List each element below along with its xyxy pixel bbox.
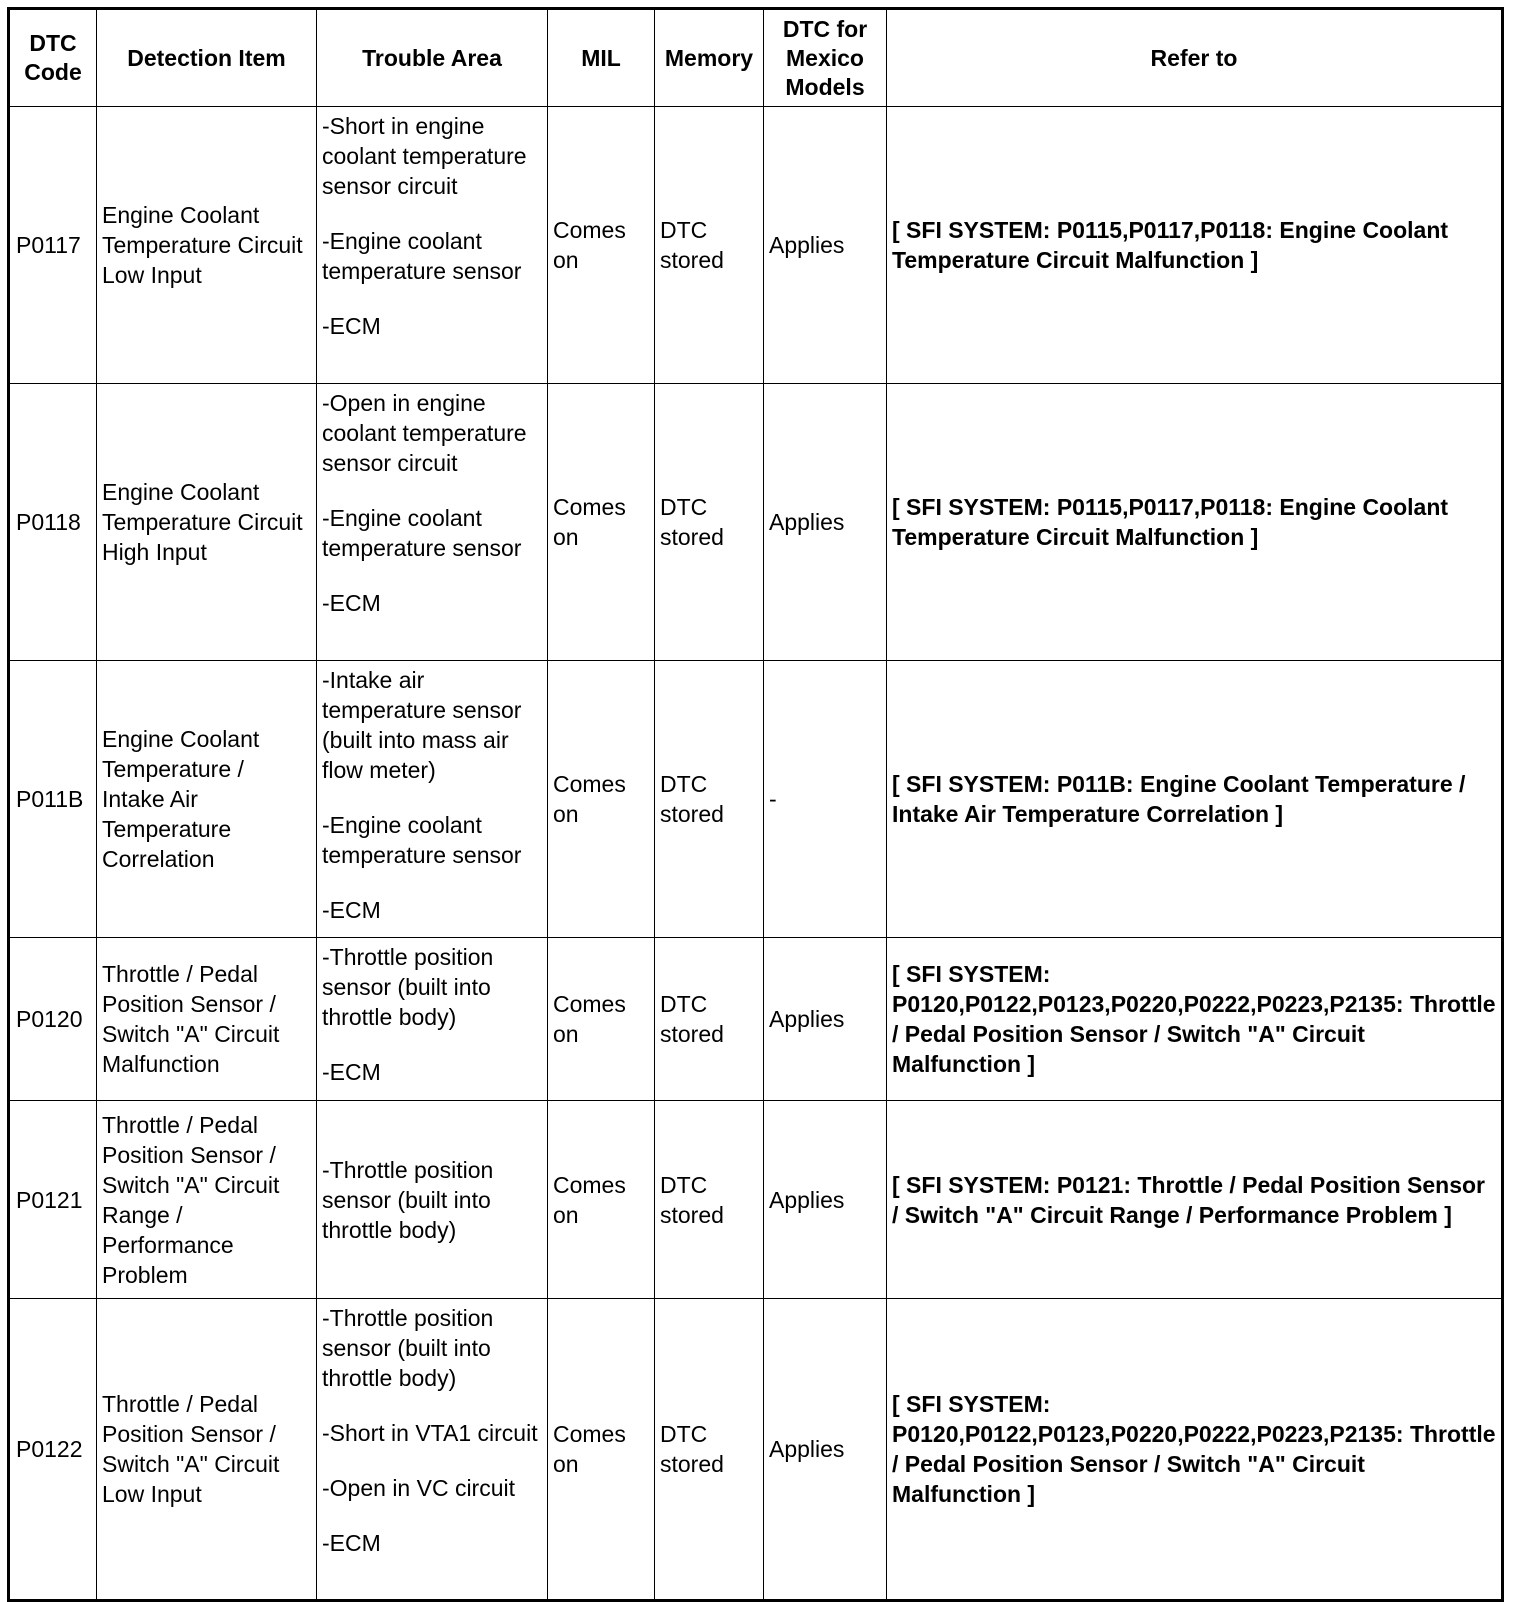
trouble-area-item: -Engine coolant temperature sensor bbox=[322, 812, 522, 868]
dtc-table bbox=[7, 7, 1504, 1602]
memory-cell: DTC stored bbox=[655, 938, 764, 1101]
mexico-cell: Applies bbox=[764, 938, 887, 1101]
trouble-area-item: -Open in VC circuit bbox=[322, 1475, 516, 1501]
refer-to-cell: [ SFI SYSTEM: P0121: Throttle / Pedal Position Sensor / Switch "A" Circuit Range / Performance Problem ] bbox=[887, 1101, 1503, 1299]
memory-cell: DTC stored bbox=[655, 107, 764, 384]
detection-item-cell: Throttle / Pedal Position Sensor / Switch "A" Circuit Range / Performance Problem bbox=[97, 1101, 317, 1299]
memory-cell: DTC stored bbox=[655, 384, 764, 661]
header-refer-to: Refer to bbox=[887, 9, 1503, 107]
dtc-code-cell: P011B bbox=[9, 661, 97, 938]
trouble-area-item: -Engine coolant temperature sensor bbox=[322, 505, 522, 561]
table-row bbox=[9, 1101, 1503, 1299]
trouble-area-item: -Short in engine coolant temperature sensor circuit bbox=[322, 113, 527, 199]
trouble-area-item: -ECM bbox=[322, 590, 381, 616]
header-memory: Memory bbox=[655, 9, 764, 107]
detection-item-cell: Engine Coolant Temperature / Intake Air Temperature Correlation bbox=[97, 661, 317, 938]
mil-cell: Comes on bbox=[548, 1299, 655, 1601]
table-row bbox=[9, 938, 1503, 1101]
trouble-area-item: -Intake air temperature sensor (built into mass air flow meter) bbox=[322, 667, 522, 783]
mexico-cell: Applies bbox=[764, 107, 887, 384]
refer-to-cell: [ SFI SYSTEM: P0115,P0117,P0118: Engine Coolant Temperature Circuit Malfunction ] bbox=[887, 107, 1503, 384]
mexico-cell: Applies bbox=[764, 384, 887, 661]
detection-item-cell: Engine Coolant Temperature Circuit Low Input bbox=[97, 107, 317, 384]
trouble-area-item: -Short in VTA1 circuit bbox=[322, 1420, 538, 1446]
trouble-area-cell bbox=[317, 384, 548, 661]
trouble-area-item: -ECM bbox=[322, 1059, 381, 1085]
trouble-area-item: -Throttle position sensor (built into throttle body) bbox=[322, 1156, 494, 1243]
table-row bbox=[9, 1299, 1503, 1601]
trouble-area-cell bbox=[317, 1299, 548, 1601]
trouble-area-item: -ECM bbox=[322, 313, 381, 339]
page bbox=[7, 7, 1504, 1602]
trouble-area-cell bbox=[317, 107, 548, 384]
mil-cell: Comes on bbox=[548, 1101, 655, 1299]
dtc-code-cell: P0120 bbox=[9, 938, 97, 1101]
detection-item-cell: Throttle / Pedal Position Sensor / Switch "A" Circuit Low Input bbox=[97, 1299, 317, 1601]
mil-cell: Comes on bbox=[548, 107, 655, 384]
dtc-code-cell: P0121 bbox=[9, 1101, 97, 1299]
detection-item-cell: Engine Coolant Temperature Circuit High Input bbox=[97, 384, 317, 661]
trouble-area-item: -Open in engine coolant temperature sensor circuit bbox=[322, 390, 527, 476]
mexico-cell: Applies bbox=[764, 1101, 887, 1299]
header-dtc-code: DTC Code bbox=[9, 9, 97, 107]
table-row bbox=[9, 661, 1503, 938]
mexico-cell: Applies bbox=[764, 1299, 887, 1601]
detection-item-cell: Throttle / Pedal Position Sensor / Switch "A" Circuit Malfunction bbox=[97, 938, 317, 1101]
trouble-area-item: -ECM bbox=[322, 1530, 381, 1556]
mil-cell: Comes on bbox=[548, 384, 655, 661]
memory-cell: DTC stored bbox=[655, 1101, 764, 1299]
refer-to-cell: [ SFI SYSTEM: P0120,P0122,P0123,P0220,P0222,P0223,P2135: Throttle / Pedal Position Sensor / Switch "A" Circuit Malfunction ] bbox=[887, 938, 1503, 1101]
mexico-cell: - bbox=[764, 661, 887, 938]
header-trouble-area: Trouble Area bbox=[317, 9, 548, 107]
refer-to-cell: [ SFI SYSTEM: P0115,P0117,P0118: Engine Coolant Temperature Circuit Malfunction ] bbox=[887, 384, 1503, 661]
trouble-area-cell bbox=[317, 938, 548, 1101]
mil-cell: Comes on bbox=[548, 661, 655, 938]
header-mil: MIL bbox=[548, 9, 655, 107]
mil-cell: Comes on bbox=[548, 938, 655, 1101]
header-row bbox=[9, 9, 1503, 107]
trouble-area-item: -ECM bbox=[322, 897, 381, 923]
refer-to-cell: [ SFI SYSTEM: P0120,P0122,P0123,P0220,P0222,P0223,P2135: Throttle / Pedal Position Sensor / Switch "A" Circuit Malfunction ] bbox=[887, 1299, 1503, 1601]
table-row bbox=[9, 384, 1503, 661]
refer-to-cell: [ SFI SYSTEM: P011B: Engine Coolant Temperature / Intake Air Temperature Correlation ] bbox=[887, 661, 1503, 938]
trouble-area-cell bbox=[317, 661, 548, 938]
dtc-code-cell: P0118 bbox=[9, 384, 97, 661]
memory-cell: DTC stored bbox=[655, 1299, 764, 1601]
header-dtc-mexico: DTC for Mexico Models bbox=[764, 9, 887, 107]
dtc-code-cell: P0122 bbox=[9, 1299, 97, 1601]
trouble-area-cell bbox=[317, 1101, 548, 1299]
dtc-code-cell: P0117 bbox=[9, 107, 97, 384]
trouble-area-item: -Engine coolant temperature sensor bbox=[322, 228, 522, 284]
trouble-area-item: -Throttle position sensor (built into throttle body) bbox=[322, 1305, 494, 1391]
table-row bbox=[9, 107, 1503, 384]
trouble-area-item: -Throttle position sensor (built into throttle body) bbox=[322, 944, 494, 1030]
memory-cell: DTC stored bbox=[655, 661, 764, 938]
header-detection-item: Detection Item bbox=[97, 9, 317, 107]
